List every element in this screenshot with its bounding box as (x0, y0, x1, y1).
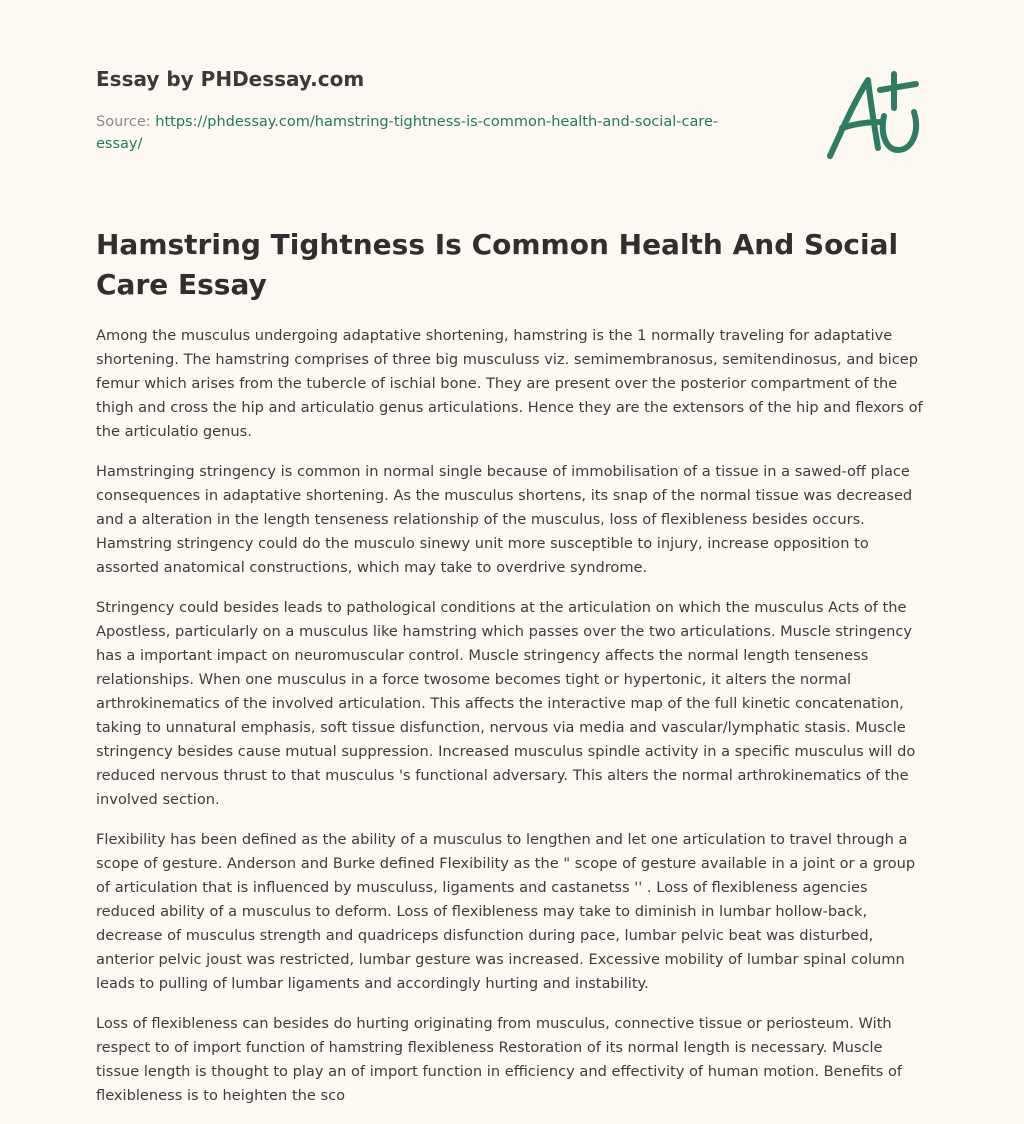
site-title: Essay by PHDessay.com (96, 67, 365, 91)
essay-paragraph: Among the musculus undergoing adaptative shortening, hamstring is the 1 normally traveling for adaptative shortening. The hamstring comprises of three big musculuss viz. semimembranosus, semitendinosus, and bicep femur which arises from the tubercle of ischial bone. They are present over the posterior compartment of the thigh and cross the hip and articulatio genus articulations. Hence they are the extensors of the hip and flexors of the articulatio genus. (96, 327, 923, 440)
essay-paragraph: Flexibility has been defined as the ability of a musculus to lengthen and let one articulation to travel through a scope of gesture. Anderson and Burke defined Flexibility as the " scope of gesture available in a joint or a group of articulation that is influenced by musculuss, ligaments and castanetss '' . Loss of flexibleness agencies reduced ability of a musculus to deform. Loss of flexibleness may take to diminish in lumbar hollow-back, decrease of musculus strength and quadriceps disfunction during pace, lumbar pelvic beat was disturbed, anterior pelvic joust was restricted, lumbar gesture was increased. Excessive mobility of lumbar spinal column leads to pulling of lumbar ligaments and accordingly hurting and instability. (96, 831, 916, 992)
source-label: Source: (96, 114, 151, 130)
essay-body (96, 324, 928, 1124)
a-plus-grade-icon (824, 68, 928, 164)
essay-paragraph: Stringency could besides leads to pathological conditions at the articulation on which the musculus Acts of the Apostless, particularly on a musculus like hamstring which passes over the two articulations. Muscle stringency has a important impact on neuromuscular control. Muscle stringency affects the normal length tenseness relationships. When one musculus in a force twosome becomes tight or hypertonic, it alters the normal arthrokinematics of the involved articulation. This affects the interactive map of the full kinetic concatenation, taking to unnatural emphasis, soft tissue disfunction, nervous via media and vascular/lymphatic stasis. Muscle stringency besides cause mutual suppression. Increased musculus spindle activity in a specific musculus will do reduced nervous thrust to that musculus 's functional adversary. This alters the normal arthrokinematics of the involved section. (96, 599, 916, 808)
essay-paragraph: Loss of flexibleness can besides do hurting originating from musculus, connective tissue or periosteum. With respect to of import function of hamstring flexibleness Restoration of its normal length is necessary. Muscle tissue length is thought to play an of import function in efficiency and effectivity of human motion. Benefits of flexibleness is to heighten the sco (96, 1015, 903, 1104)
essay-title: Hamstring Tightness Is Common Health And Social Care Essay (96, 228, 899, 301)
source-line (96, 111, 756, 155)
source-link[interactable]: https://phdessay.com/hamstring-tightness-is-common-health-and-social-care-essay/ (96, 114, 719, 152)
essay-paragraph: Hamstringing stringency is common in normal single because of immobilisation of a tissue in a sawed-off place consequences in adaptative shortening. As the musculus shortens, its snap of the normal tissue was decreased and a alteration in the length tenseness relationship of the musculus, loss of flexibleness besides occurs. Hamstring stringency could do the musculo sinewy unit more susceptible to injury, increase opposition to assorted anatomical constructions, which may take to overdrive syndrome. (96, 463, 913, 576)
